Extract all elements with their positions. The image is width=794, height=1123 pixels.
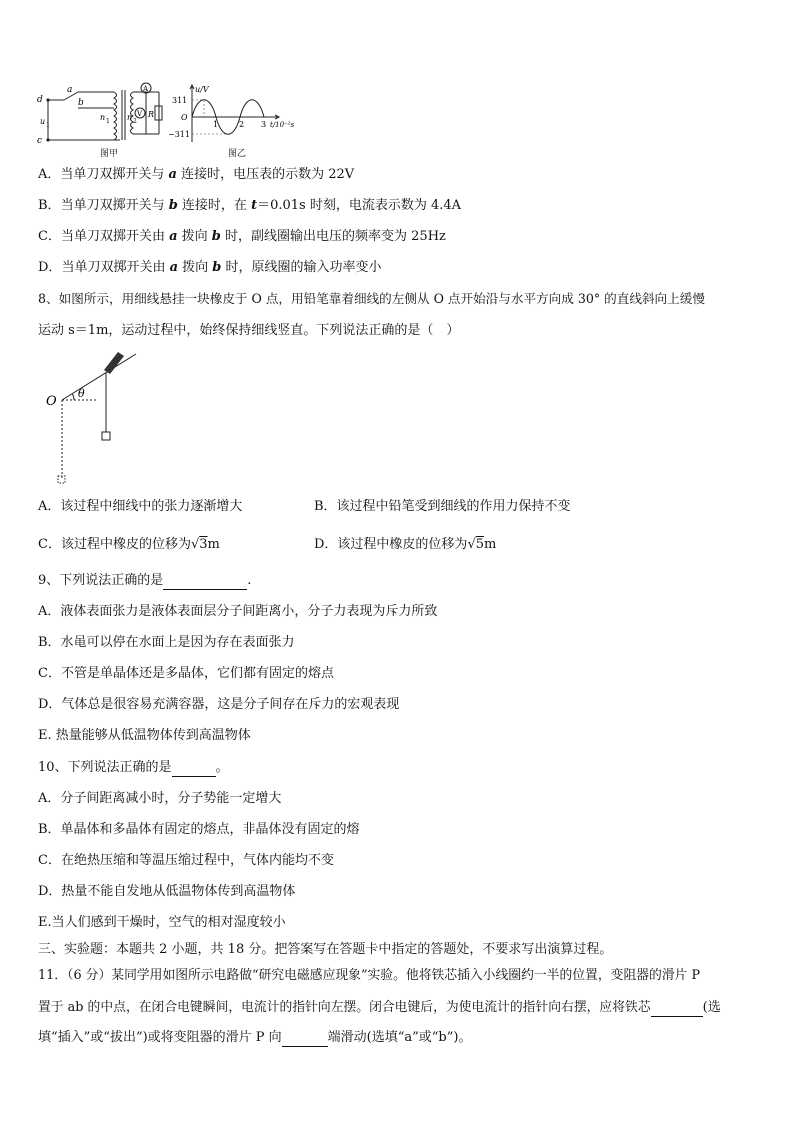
ammeter-symbol: A xyxy=(143,85,149,93)
q8-stem-line1: 8、如图所示，用细线悬挂一块橡皮于 O 点，用铅笔靠着细线的左侧从 O 点开始沿与水平方向成 30° 的直线斜向上缓慢 xyxy=(38,291,705,306)
q7-option-b: B．当单刀双掷开关与 b 连接时，在 t＝0.01s 时刻，电流表示数为 4.4A xyxy=(38,198,462,213)
q8-option-d: D．该过程中橡皮的位移为√5m xyxy=(314,537,497,552)
q8-option-c: C．该过程中橡皮的位移为√3m xyxy=(38,537,220,552)
q11-line1: 11．（6 分）某同学用如图所示电路做“研究电磁感应现象”实验。他将铁芯插入小线圈约一半的位置，变阻器的滑片 P xyxy=(38,968,701,983)
tick-2: 2 xyxy=(239,120,245,129)
q10-stem: 10、下列说法正确的是 。 xyxy=(38,760,229,775)
q7-option-c: C．当单刀双掷开关由 a 拨向 b 时，副线圈输出电压的频率变为 25Hz xyxy=(38,229,446,244)
label-n2-sub: 2 xyxy=(133,118,137,125)
origin-label: O xyxy=(181,113,188,122)
label-b: b xyxy=(78,98,84,108)
voltmeter-symbol: V xyxy=(137,110,143,118)
q8-option-a: A．该过程中细线中的张力逐渐增大 xyxy=(38,499,243,514)
q9-option-d: D．气体总是很容易充满容器，这是分子间存在斥力的宏观表现 xyxy=(38,697,400,712)
q10-answer-blank[interactable] xyxy=(172,762,216,777)
label-n1-sub: 1 xyxy=(106,118,110,125)
tick-1: 1 xyxy=(213,120,219,129)
q11-line3: 填“插入”或“拔出”)或将变阻器的滑片 P 向 端滑动(选填“a”或“b”)。 xyxy=(38,1030,472,1045)
caption-fig-yi: 图乙 xyxy=(228,149,247,159)
resistor-label: R xyxy=(148,110,155,119)
caption-fig-jia: 图甲 xyxy=(100,149,119,159)
q11-blank-2[interactable] xyxy=(282,1032,328,1047)
label-u1: u xyxy=(40,117,46,126)
q10-option-b: B．单晶体和多晶体有固定的熔点，非晶体没有固定的熔 xyxy=(38,822,360,837)
figure-pencil-string xyxy=(44,346,144,486)
point-o-label: O xyxy=(46,394,57,409)
q10-option-e: E.当人们感到干燥时，空气的相对湿度较小 xyxy=(38,915,286,930)
q11-line2: 置于 ab 的中点，在闭合电键瞬间，电流计的指针向左摆。闭合电键后，为使电流计的指针向右摆，应将铁芯 (选 xyxy=(38,1000,721,1015)
section-3-heading: 三、实验题：本题共 2 小题，共 18 分。把答案写在答题卡中指定的答题处，不要求写出演算过程。 xyxy=(38,942,613,957)
q7-option-d: D．当单刀双掷开关由 a 拨向 b 时，原线圈的输入功率变小 xyxy=(38,260,382,275)
q9-option-b: B．水黾可以停在水面上是因为存在表面张力 xyxy=(38,635,295,650)
label-n1: n xyxy=(100,113,106,122)
tick-3: 3 xyxy=(261,120,267,129)
q9-option-e: E. 热量能够从低温物体传到高温物体 xyxy=(38,728,251,743)
q10-option-d: D．热量不能自发地从低温物体传到高温物体 xyxy=(38,884,296,899)
q7-option-a: A．当单刀双掷开关与 a 连接时，电压表的示数为 22V xyxy=(38,167,355,182)
label-u1-sub: 1 xyxy=(46,122,50,129)
y-axis-label: u/V xyxy=(195,85,209,94)
label-n2: n xyxy=(127,113,133,122)
x-axis-label: t/10⁻²s xyxy=(270,121,295,129)
y-max-label: 311 xyxy=(172,96,188,105)
q9-option-c: C．不管是单晶体还是多晶体，它们都有固定的熔点 xyxy=(38,666,334,681)
q9-option-a: A．液体表面张力是液体表面层分子间距离小，分子力表现为斥力所致 xyxy=(38,604,438,619)
q8-stem-line2: 运动 s＝1m，运动过程中，始终保持细线竖直。下列说法正确的是（ ） xyxy=(38,323,460,338)
figure-sine-graph xyxy=(168,82,308,144)
label-a: a xyxy=(67,85,73,95)
q10-option-a: A．分子间距离减小时，分子势能一定增大 xyxy=(38,791,282,806)
q10-option-c: C．在绝热压缩和等温压缩过程中，气体内能均不变 xyxy=(38,853,334,868)
label-d: d xyxy=(37,95,43,105)
q11-blank-1[interactable] xyxy=(651,1002,703,1017)
figure-circuit xyxy=(34,82,164,144)
theta-label: θ xyxy=(78,387,85,400)
label-c: c xyxy=(37,136,43,144)
q9-stem: 9、下列说法正确的是 . xyxy=(38,573,252,588)
y-min-label: −311 xyxy=(168,130,190,139)
q8-option-b: B．该过程中铅笔受到细线的作用力保持不变 xyxy=(314,499,571,514)
q9-answer-blank[interactable] xyxy=(163,575,247,590)
